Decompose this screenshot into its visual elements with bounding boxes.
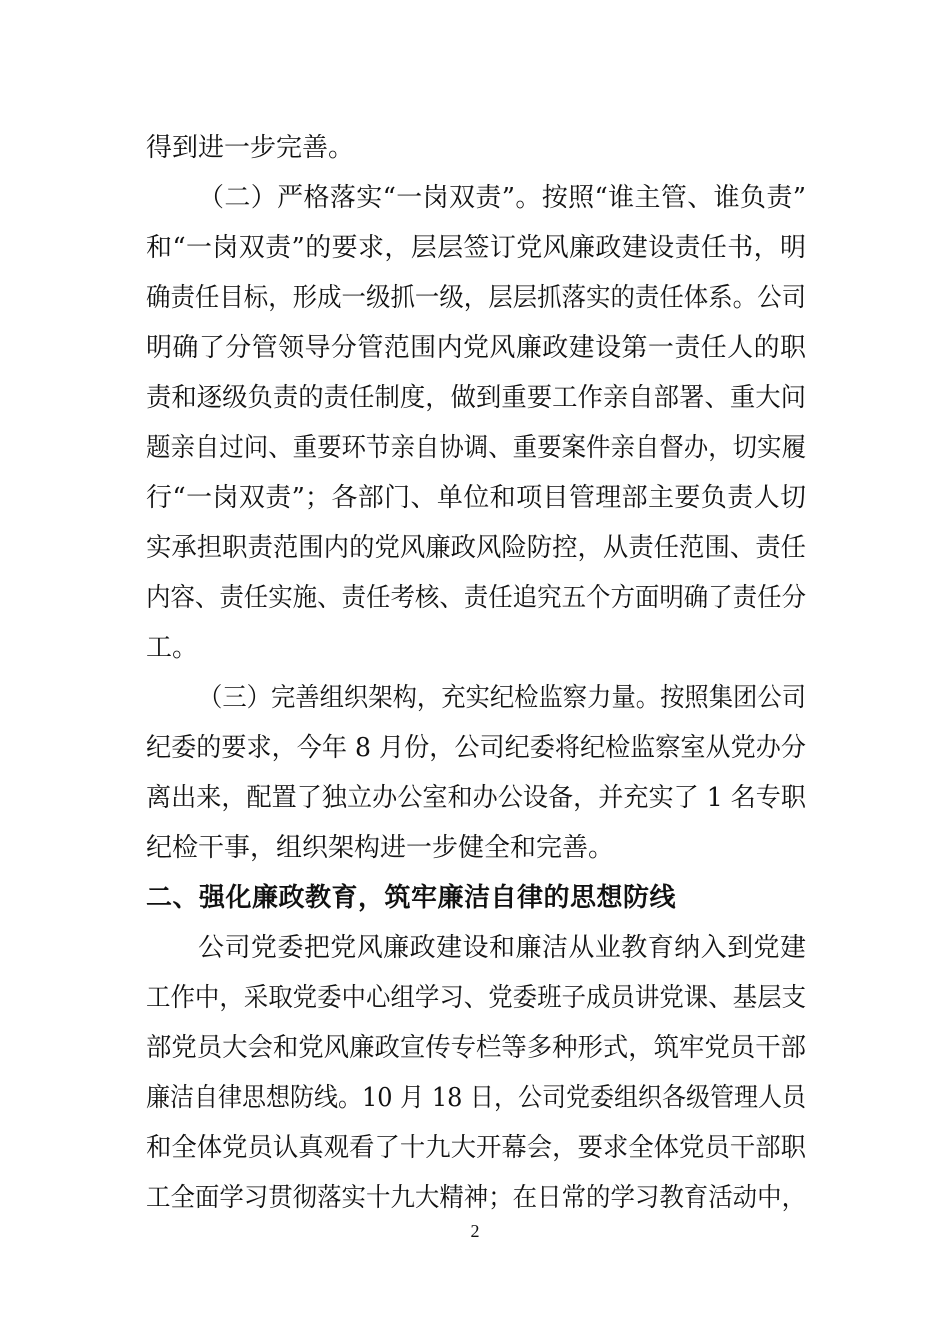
text-line-5: 明确了分管领导分管范围内党风廉政建设第一责任人的职 <box>146 333 806 363</box>
text-line-21: 和全体党员认真观看了十九大开幕会，要求全体党员干部职 <box>146 1133 806 1163</box>
section-heading: 二、强化廉政教育，筑牢廉洁自律的思想防线 <box>146 883 677 913</box>
text-line-15: 纪检干事，组织架构进一步健全和完善。 <box>146 833 615 863</box>
text-line-2: （二）严格落实“一岗双责”。按照“谁主管、谁负责” <box>198 183 806 213</box>
text-line-7: 题亲自过问、重要环节亲自协调、重要案件亲自督办，切实履 <box>146 433 807 463</box>
text-line-1: 得到进一步完善。 <box>146 133 355 163</box>
text-line-10: 内容、责任实施、责任考核、责任追究五个方面明确了责任分 <box>146 583 807 613</box>
text-line-20: 廉洁自律思想防线。10 月 18 日，公司党委组织各级管理人员 <box>146 1083 807 1113</box>
page-number: 2 <box>470 1221 480 1241</box>
text-line-9: 实承担职责范围内的党风廉政风险防控，从责任范围、责任 <box>146 533 806 563</box>
text-line-17: 公司党委把党风廉政建设和廉洁从业教育纳入到党建 <box>198 933 806 963</box>
text-line-4: 确责任目标，形成一级抓一级，层层抓落实的责任体系。公司 <box>146 283 807 313</box>
text-line-3: 和“一岗双责”的要求，层层签订党风廉政建设责任书，明 <box>146 233 806 263</box>
text-line-8: 行“一岗双责”；各部门、单位和项目管理部主要负责人切 <box>146 483 806 513</box>
text-line-14: 离出来，配置了独立办公室和办公设备，并充实了 1 名专职 <box>146 783 807 813</box>
text-line-6: 责和逐级负责的责任制度，做到重要工作亲自部署、重大问 <box>146 383 806 413</box>
text-line-18: 工作中，采取党委中心组学习、党委班子成员讲党课、基层支 <box>146 983 807 1013</box>
text-line-13: 纪委的要求，今年 8 月份，公司纪委将纪检监察室从党办分 <box>146 733 807 763</box>
text-line-19: 部党员大会和党风廉政宣传专栏等多种形式，筑牢党员干部 <box>146 1033 806 1063</box>
text-line-11: 工。 <box>146 633 199 663</box>
text-line-12: （三）完善组织架构，充实纪检监察力量。按照集团公司 <box>198 683 807 713</box>
text-line-22: 工全面学习贯彻落实十九大精神；在日常的学习教育活动中， <box>146 1183 807 1213</box>
